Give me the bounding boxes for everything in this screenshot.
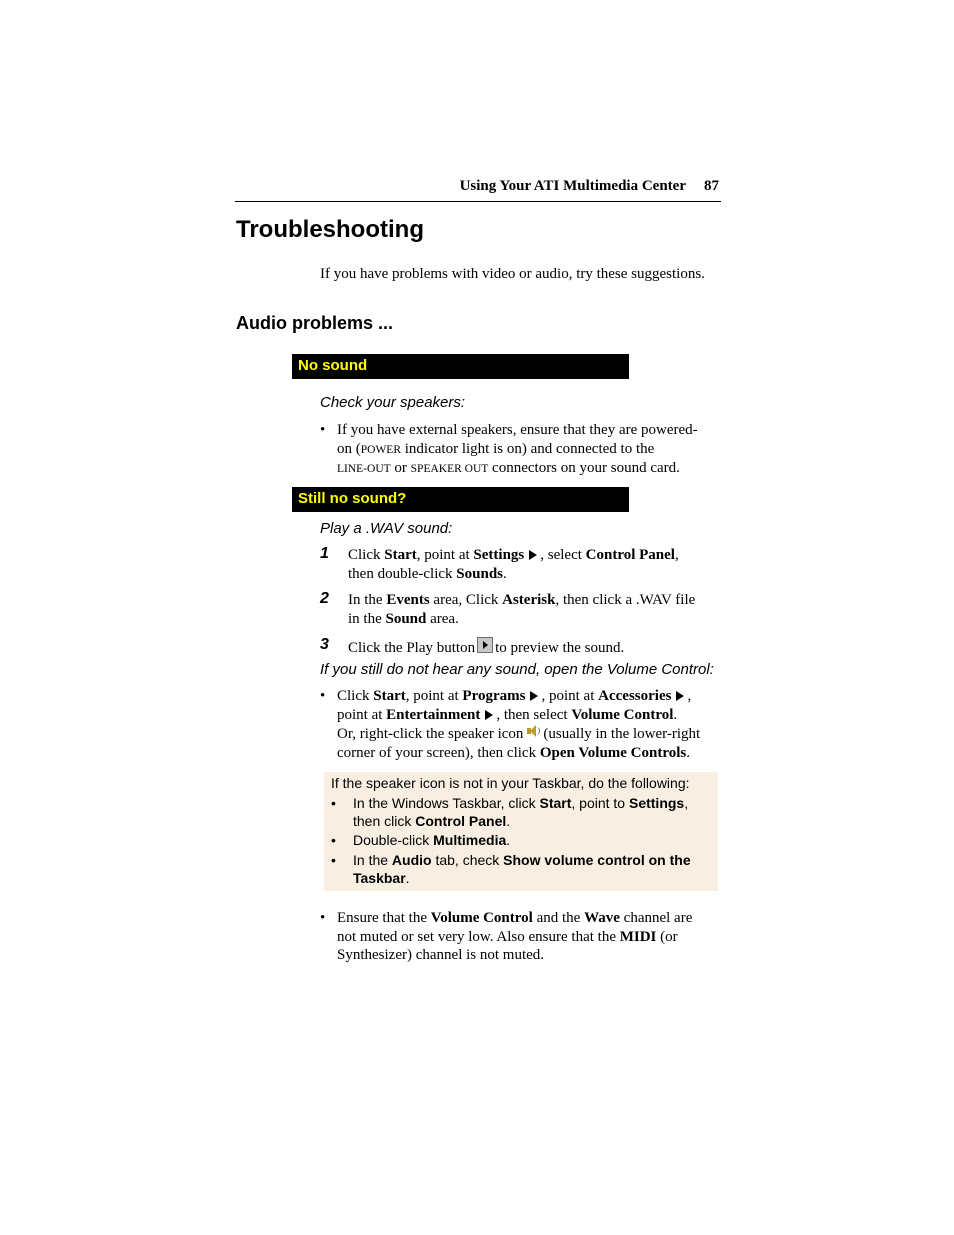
play-button-icon — [477, 637, 493, 653]
step-1: Click Start, point at Settings , select Control Panel, then double-click Sounds. — [348, 547, 679, 582]
speaker-icon — [526, 724, 540, 738]
play-wav-text: Play a .WAV sound: — [320, 520, 453, 537]
step-number: 1 — [320, 545, 329, 562]
page-number: 87 — [704, 178, 719, 194]
bullet-marker: • — [331, 852, 336, 868]
step-3: Click the Play button to preview the sound. — [348, 637, 728, 658]
bullet-marker: • — [331, 832, 336, 848]
speaker-bullet: If you have external speakers, ensure that they are powered- on (POWER indicator light is on) and connected to the LINE-OUT or SPEAKER OUT connectors on your sound card. — [337, 422, 698, 476]
section-heading: Audio problems ... — [236, 313, 394, 333]
bullet-marker: • — [320, 910, 326, 926]
submenu-arrow-icon — [529, 550, 537, 560]
submenu-arrow-icon — [676, 691, 684, 701]
ensure-volume-bullet: Ensure that the Volume Control and the Wave channel are not muted or set very low. Also ensure that the MIDI (or Synthesizer) channel is not muted. — [337, 910, 693, 963]
still-no-sound-bar: Still no sound? — [292, 487, 629, 512]
running-title: Using Your ATI Multimedia Center — [459, 178, 686, 194]
header-rule — [235, 201, 721, 202]
running-header — [236, 178, 719, 195]
submenu-arrow-icon — [485, 710, 493, 720]
bullet-marker: • — [331, 795, 336, 811]
still-no-sound-text: If you still do not hear any sound, open the Volume Control: — [320, 661, 714, 678]
step-number: 3 — [320, 636, 329, 653]
volume-control-bullet: Click Start, point at Programs , point at Accessories , point at Entertainment , then select Volume Control. Or, right-click the speaker icon (usually in the lower-right corner of your screen), then click Open Volume Controls. — [337, 688, 701, 761]
intro-text: If you have problems with video or audio, try these suggestions. — [320, 266, 705, 282]
note-item: In the Audio tab, check Show volume control on the Taskbar. — [353, 852, 691, 886]
note-item: Double-click Multimedia. — [353, 832, 511, 848]
page-title: Troubleshooting — [236, 216, 424, 243]
bullet-marker: • — [320, 688, 326, 704]
no-sound-bar: No sound — [292, 354, 629, 379]
note-intro: If the speaker icon is not in your Taskbar, do the following: — [331, 775, 690, 791]
bullet-marker: • — [320, 422, 326, 438]
step-number: 2 — [320, 590, 329, 607]
note-item: In the Windows Taskbar, click Start, point to Settings, then click Control Panel. — [353, 795, 689, 829]
step-2: In the Events area, Click Asterisk, then click a .WAV file in the Sound area. — [348, 592, 696, 627]
submenu-arrow-icon — [530, 691, 538, 701]
check-speakers-text: Check your speakers: — [320, 394, 466, 411]
